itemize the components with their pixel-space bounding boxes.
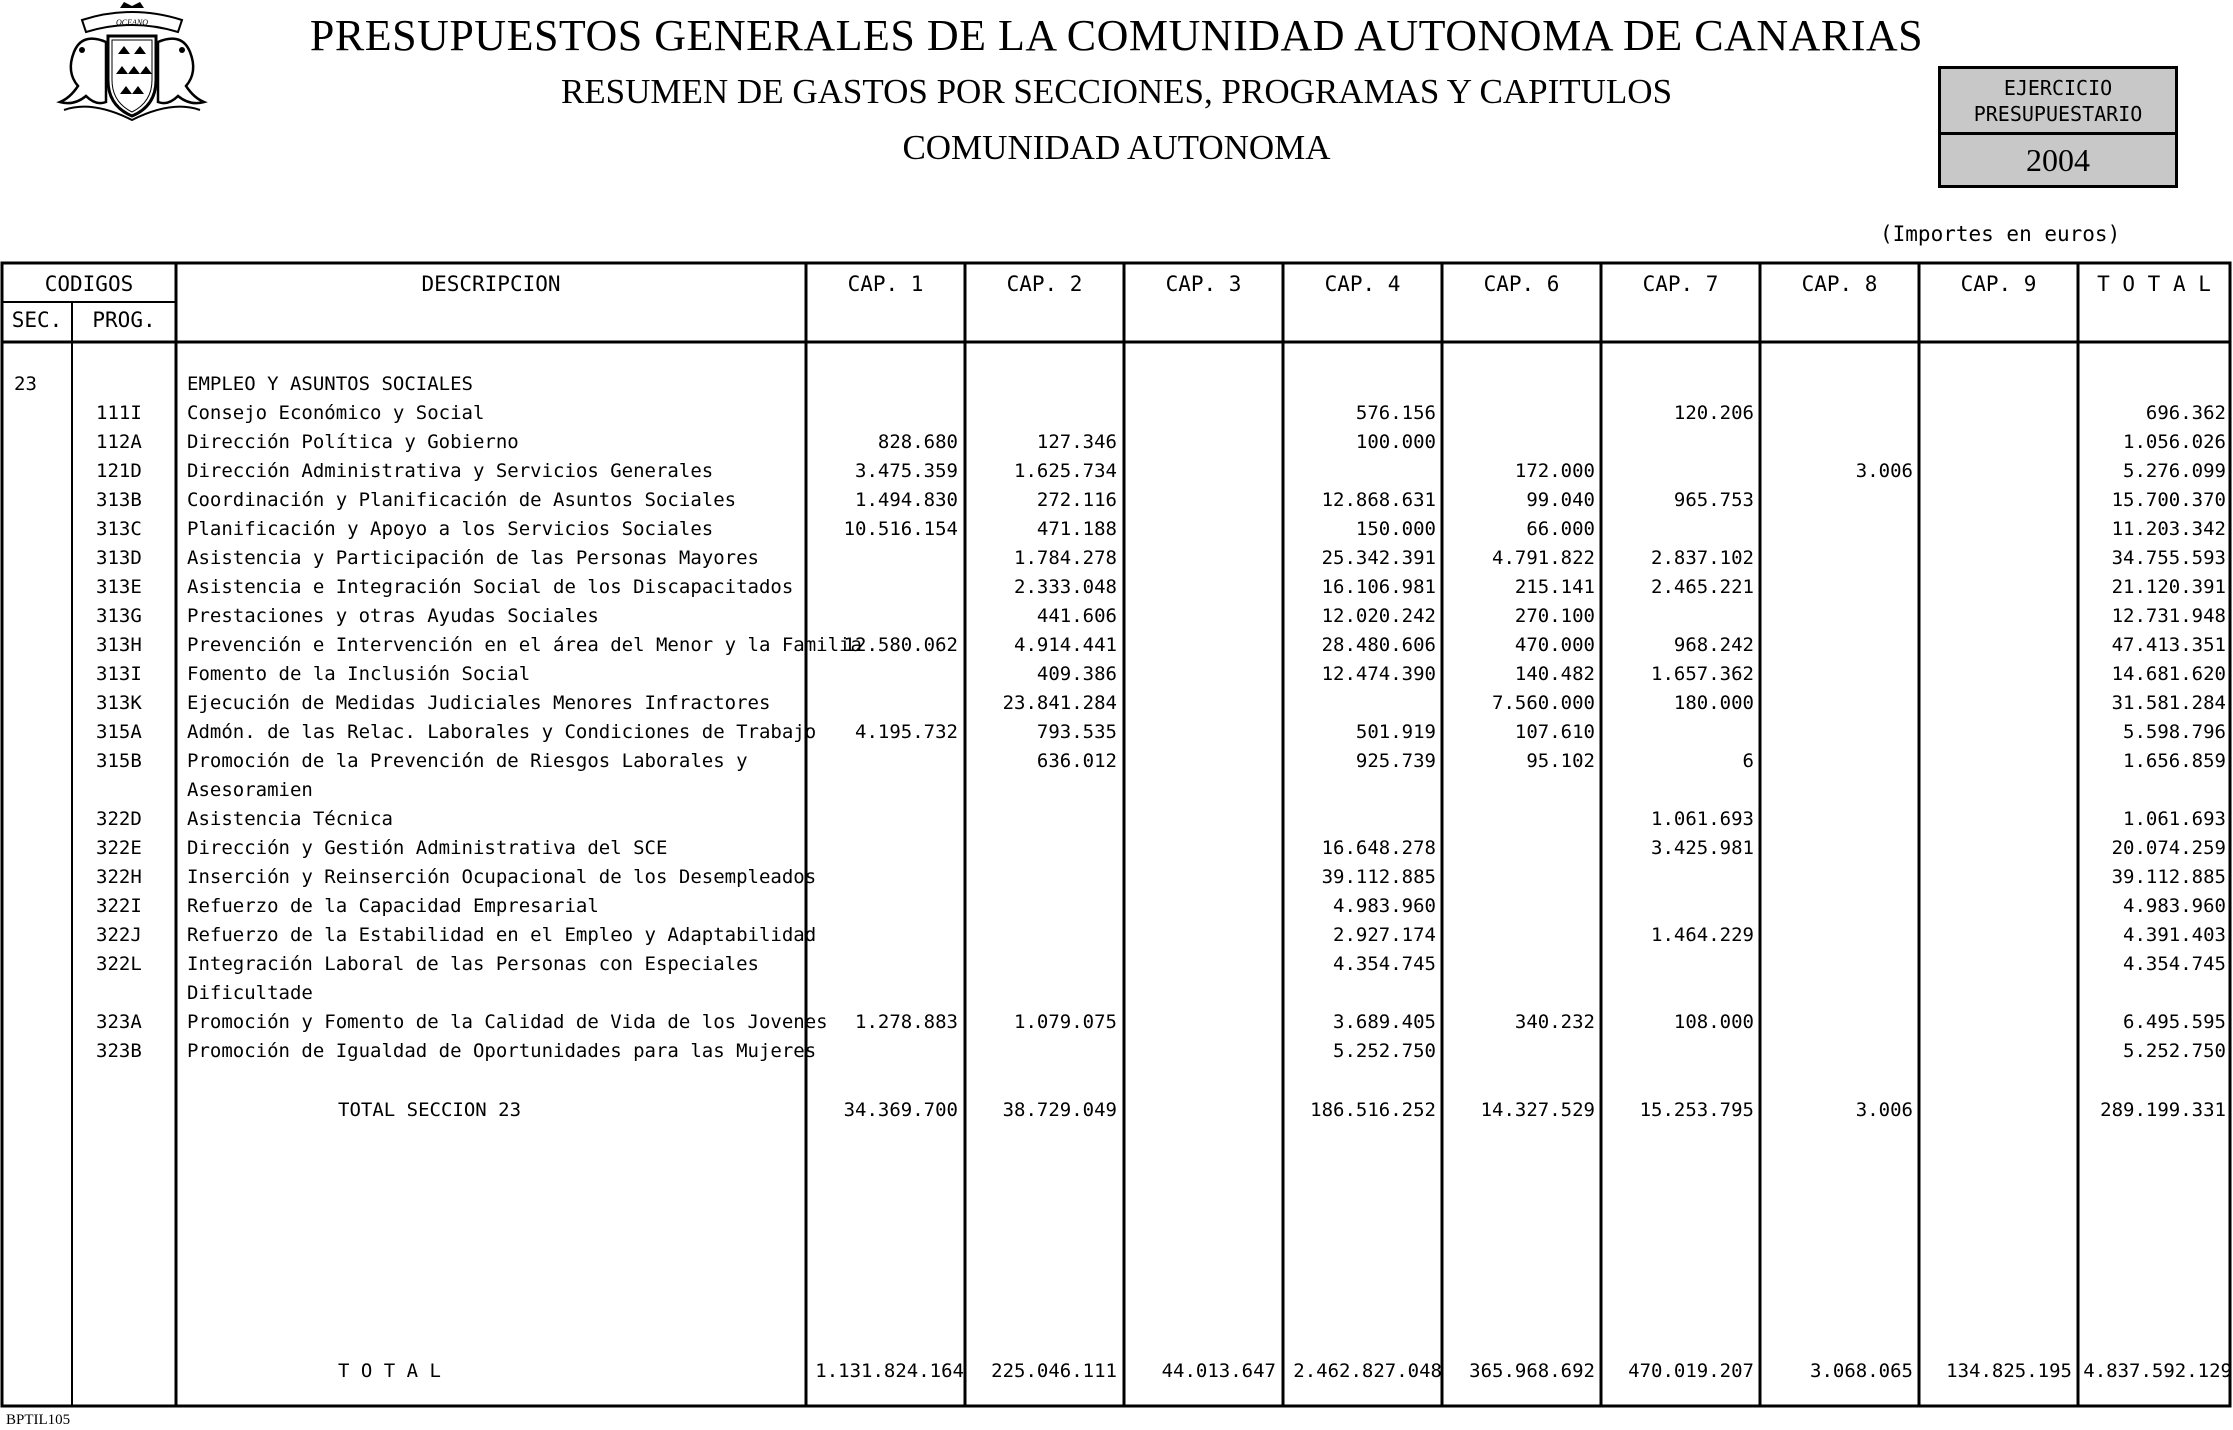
- program-row-21-cap-5: 340.232: [1514, 1011, 1595, 1033]
- program-row-21-cap-4: 3.689.405: [1333, 1011, 1436, 1033]
- grand-total-cap-7: 3.068.065: [1810, 1360, 1913, 1382]
- program-row-12-cap-9: 1.656.859: [2123, 750, 2226, 772]
- header-cap-4: CAP. 4: [1324, 272, 1401, 296]
- program-row-14-cap-9: 1.061.693: [2123, 808, 2226, 830]
- program-code: 313D: [96, 547, 142, 569]
- program-row-3-cap-4: 12.868.631: [1321, 489, 1436, 511]
- program-row-11-cap-1: 4.195.732: [855, 721, 958, 743]
- program-description: Promoción de Igualdad de Oportunidades para las Mujeres: [187, 1040, 817, 1062]
- program-row-9-cap-9: 14.681.620: [2111, 663, 2226, 685]
- program-row-2-cap-9: 5.276.099: [2123, 460, 2226, 482]
- program-row-4-cap-4: 150.000: [1355, 518, 1436, 540]
- document-scope: COMUNIDAD AUTONOMA: [902, 128, 1331, 167]
- program-row-0-cap-9: 696.362: [2145, 402, 2226, 424]
- program-code: 313K: [96, 692, 142, 714]
- program-code: 323A: [96, 1011, 142, 1033]
- program-row-2-cap-1: 3.475.359: [855, 460, 958, 482]
- program-row-3-cap-5: 99.040: [1526, 489, 1595, 511]
- program-row-4-cap-9: 11.203.342: [2111, 518, 2226, 540]
- program-code: 315A: [96, 721, 142, 743]
- program-description: Asistencia e Integración Social de los Discapacitados: [187, 576, 794, 598]
- grand-total-cap-4: 2.462.827.048: [1293, 1360, 1442, 1382]
- header-sec: SEC.: [11, 308, 63, 332]
- program-description: Prevención e Intervención en el área del Menor y la Familia: [187, 634, 862, 656]
- program-row-12-cap-6: 6: [1742, 750, 1754, 772]
- program-row-3-cap-2: 272.116: [1036, 489, 1117, 511]
- program-row-18-cap-4: 2.927.174: [1333, 924, 1436, 946]
- svg-text:OCEANO: OCEANO: [116, 18, 148, 27]
- program-row-11-cap-2: 793.535: [1036, 721, 1117, 743]
- program-row-5-cap-9: 34.755.593: [2111, 547, 2226, 569]
- section-total-cap-4: 186.516.252: [1310, 1099, 1436, 1121]
- presupuestario-label: PRESUPUESTARIO: [1973, 102, 2143, 126]
- program-row-5-cap-4: 25.342.391: [1321, 547, 1436, 569]
- section-name: EMPLEO Y ASUNTOS SOCIALES: [187, 373, 473, 395]
- program-row-6-cap-5: 215.141: [1514, 576, 1595, 598]
- program-row-12-cap-4: 925.739: [1355, 750, 1436, 772]
- program-row-15-cap-9: 20.074.259: [2111, 837, 2226, 859]
- program-row-19-cap-4: 4.354.745: [1333, 953, 1436, 975]
- program-row-15-cap-4: 16.648.278: [1321, 837, 1436, 859]
- program-row-10-cap-9: 31.581.284: [2111, 692, 2226, 714]
- program-description: Coordinación y Planificación de Asuntos Sociales: [187, 489, 737, 511]
- program-row-10-cap-5: 7.560.000: [1492, 692, 1595, 714]
- program-row-1-cap-4: 100.000: [1355, 431, 1436, 453]
- program-row-17-cap-4: 4.983.960: [1333, 895, 1436, 917]
- program-row-6-cap-6: 2.465.221: [1651, 576, 1754, 598]
- header-cap-9: CAP. 9: [1960, 272, 2037, 296]
- program-row-3-cap-6: 965.753: [1673, 489, 1754, 511]
- program-row-22-cap-9: 5.252.750: [2123, 1040, 2226, 1062]
- program-row-0-cap-4: 576.156: [1355, 402, 1436, 424]
- program-code: 313B: [96, 489, 142, 511]
- program-row-0-cap-6: 120.206: [1673, 402, 1754, 424]
- program-description: Dirección Administrativa y Servicios Generales: [187, 460, 714, 482]
- program-description: Fomento de la Inclusión Social: [187, 663, 531, 685]
- section-total-cap-9: 289.199.331: [2100, 1099, 2226, 1121]
- program-row-3-cap-1: 1.494.830: [855, 489, 958, 511]
- program-row-9-cap-5: 140.482: [1514, 663, 1595, 685]
- ejercicio-label: EJERCICIO: [2003, 76, 2113, 100]
- header-cap-7: CAP. 7: [1642, 272, 1719, 296]
- header-cap-1: CAP. 1: [847, 272, 924, 296]
- section-total-cap-6: 15.253.795: [1639, 1099, 1754, 1121]
- program-row-7-cap-2: 441.606: [1036, 605, 1117, 627]
- program-code: 313H: [96, 634, 142, 656]
- program-row-10-cap-6: 180.000: [1673, 692, 1754, 714]
- program-description: Dirección y Gestión Administrativa del SCE: [187, 837, 668, 859]
- grand-total-label: T O T A L: [338, 1360, 441, 1382]
- section-total-label: TOTAL SECCION 23: [338, 1099, 522, 1121]
- program-code: 313E: [96, 576, 142, 598]
- program-row-6-cap-9: 21.120.391: [2111, 576, 2226, 598]
- program-description: Admón. de las Relac. Laborales y Condiciones de Trabajo: [187, 721, 817, 743]
- program-row-11-cap-5: 107.610: [1514, 721, 1595, 743]
- header-cap-3: CAP. 3: [1165, 272, 1242, 296]
- program-row-1-cap-2: 127.346: [1036, 431, 1117, 453]
- program-row-9-cap-6: 1.657.362: [1651, 663, 1754, 685]
- program-row-19-cap-9: 4.354.745: [2123, 953, 2226, 975]
- program-row-10-cap-2: 23.841.284: [1002, 692, 1117, 714]
- grand-total-cap-6: 470.019.207: [1628, 1360, 1754, 1382]
- program-description: Prestaciones y otras Ayudas Sociales: [187, 605, 599, 627]
- program-row-2-cap-2: 1.625.734: [1014, 460, 1117, 482]
- header-prog: PROG.: [92, 308, 156, 332]
- program-code: 313C: [96, 518, 142, 540]
- program-row-2-cap-7: 3.006: [1855, 460, 1913, 482]
- section-total-cap-7: 3.006: [1855, 1099, 1913, 1121]
- program-row-8-cap-2: 4.914.441: [1014, 634, 1117, 656]
- program-row-18-cap-6: 1.464.229: [1651, 924, 1754, 946]
- program-description: Asistencia y Participación de las Personas Mayores: [187, 547, 759, 569]
- program-row-8-cap-1: 12.580.062: [843, 634, 958, 656]
- header-total: T O T A L: [2097, 272, 2211, 296]
- program-description: Inserción y Reinserción Ocupacional de los Desempleados: [187, 866, 817, 888]
- program-code: 111I: [96, 402, 142, 424]
- program-code: 322L: [96, 953, 142, 975]
- program-description: Promoción y Fomento de la Calidad de Vida de los Jovenes: [187, 1011, 828, 1033]
- program-row-8-cap-6: 968.242: [1673, 634, 1754, 656]
- program-row-8-cap-9: 47.413.351: [2111, 634, 2226, 656]
- program-row-4-cap-5: 66.000: [1526, 518, 1595, 540]
- document-title: PRESUPUESTOS GENERALES DE LA COMUNIDAD AUTONOMA DE CANARIAS: [309, 11, 1924, 60]
- header-codigos: CODIGOS: [44, 272, 134, 296]
- section-total-cap-5: 14.327.529: [1480, 1099, 1595, 1121]
- program-row-5-cap-5: 4.791.822: [1492, 547, 1595, 569]
- program-row-5-cap-6: 2.837.102: [1651, 547, 1754, 569]
- program-code: 315B: [96, 750, 142, 772]
- budget-year: 2004: [2026, 142, 2090, 178]
- grand-total-cap-5: 365.968.692: [1469, 1360, 1595, 1382]
- header-cap-8: CAP. 8: [1801, 272, 1878, 296]
- program-row-4-cap-2: 471.188: [1036, 518, 1117, 540]
- program-row-16-cap-9: 39.112.885: [2111, 866, 2226, 888]
- program-code: 121D: [96, 460, 142, 482]
- report-code: BPTIL105: [6, 1412, 71, 1428]
- section-total-cap-2: 38.729.049: [1002, 1099, 1117, 1121]
- program-row-8-cap-5: 470.000: [1514, 634, 1595, 656]
- program-code: 322H: [96, 866, 142, 888]
- program-row-6-cap-4: 16.106.981: [1321, 576, 1436, 598]
- program-code: 323B: [96, 1040, 142, 1062]
- grand-total-cap-8: 134.825.195: [1946, 1360, 2072, 1382]
- grand-total-cap-9: 4.837.592.129: [2083, 1360, 2232, 1382]
- program-row-8-cap-4: 28.480.606: [1321, 634, 1436, 656]
- program-row-15-cap-6: 3.425.981: [1651, 837, 1754, 859]
- program-row-7-cap-4: 12.020.242: [1321, 605, 1436, 627]
- program-row-21-cap-6: 108.000: [1673, 1011, 1754, 1033]
- program-code: 322E: [96, 837, 142, 859]
- program-row-9-cap-4: 12.474.390: [1321, 663, 1436, 685]
- program-row-22-cap-4: 5.252.750: [1333, 1040, 1436, 1062]
- program-row-14-cap-6: 1.061.693: [1651, 808, 1754, 830]
- grand-total-cap-1: 1.131.824.164: [815, 1360, 964, 1382]
- program-row-9-cap-2: 409.386: [1036, 663, 1117, 685]
- section-code: 23: [14, 373, 37, 395]
- program-row-7-cap-5: 270.100: [1514, 605, 1595, 627]
- program-row-2-cap-5: 172.000: [1514, 460, 1595, 482]
- program-description: Planificación y Apoyo a los Servicios Sociales: [187, 518, 714, 540]
- program-row-1-cap-9: 1.056.026: [2123, 431, 2226, 453]
- program-row-17-cap-9: 4.983.960: [2123, 895, 2226, 917]
- program-description: Refuerzo de la Estabilidad en el Empleo y Adaptabilidad: [187, 924, 817, 946]
- grand-total-cap-3: 44.013.647: [1161, 1360, 1276, 1382]
- header-cap-6: CAP. 6: [1483, 272, 1560, 296]
- program-row-1-cap-1: 828.680: [877, 431, 958, 453]
- program-description: Ejecución de Medidas Judiciales Menores Infractores: [187, 692, 771, 714]
- program-code: 322D: [96, 808, 142, 830]
- program-description: Dirección Política y Gobierno: [187, 431, 519, 453]
- program-row-4-cap-1: 10.516.154: [843, 518, 958, 540]
- program-description: Asistencia Técnica: [187, 808, 393, 830]
- program-row-18-cap-9: 4.391.403: [2123, 924, 2226, 946]
- program-row-11-cap-9: 5.598.796: [2123, 721, 2226, 743]
- program-row-11-cap-4: 501.919: [1355, 721, 1436, 743]
- program-description: Refuerzo de la Capacidad Empresarial: [187, 895, 599, 917]
- program-code: 313G: [96, 605, 142, 627]
- program-row-12-cap-5: 95.102: [1526, 750, 1595, 772]
- program-row-16-cap-4: 39.112.885: [1321, 866, 1436, 888]
- program-row-21-cap-1: 1.278.883: [855, 1011, 958, 1033]
- program-code: 322I: [96, 895, 142, 917]
- program-description: Integración Laboral de las Personas con Especiales: [187, 953, 759, 975]
- program-row-21-cap-9: 6.495.595: [2123, 1011, 2226, 1033]
- header-descripcion: DESCRIPCION: [421, 272, 561, 296]
- program-row-5-cap-2: 1.784.278: [1014, 547, 1117, 569]
- program-row-3-cap-9: 15.700.370: [2111, 489, 2226, 511]
- units-note: (Importes en euros): [1880, 222, 2121, 246]
- program-description: Promoción de la Prevención de Riesgos Laborales y: [187, 750, 748, 772]
- program-code: 313I: [96, 663, 142, 685]
- program-row-7-cap-9: 12.731.948: [2111, 605, 2226, 627]
- document-subtitle: RESUMEN DE GASTOS POR SECCIONES, PROGRAMAS Y CAPITULOS: [560, 72, 1673, 111]
- program-description: Asesoramien: [187, 779, 313, 801]
- program-code: 322J: [96, 924, 142, 946]
- program-description: Consejo Económico y Social: [187, 402, 485, 424]
- grand-total-cap-2: 225.046.111: [991, 1360, 1117, 1382]
- program-description: Dificultade: [187, 982, 313, 1004]
- header-cap-2: CAP. 2: [1006, 272, 1083, 296]
- program-row-21-cap-2: 1.079.075: [1014, 1011, 1117, 1033]
- program-code: 112A: [96, 431, 142, 453]
- section-total-cap-1: 34.369.700: [843, 1099, 958, 1121]
- program-row-12-cap-2: 636.012: [1036, 750, 1117, 772]
- program-row-6-cap-2: 2.333.048: [1014, 576, 1117, 598]
